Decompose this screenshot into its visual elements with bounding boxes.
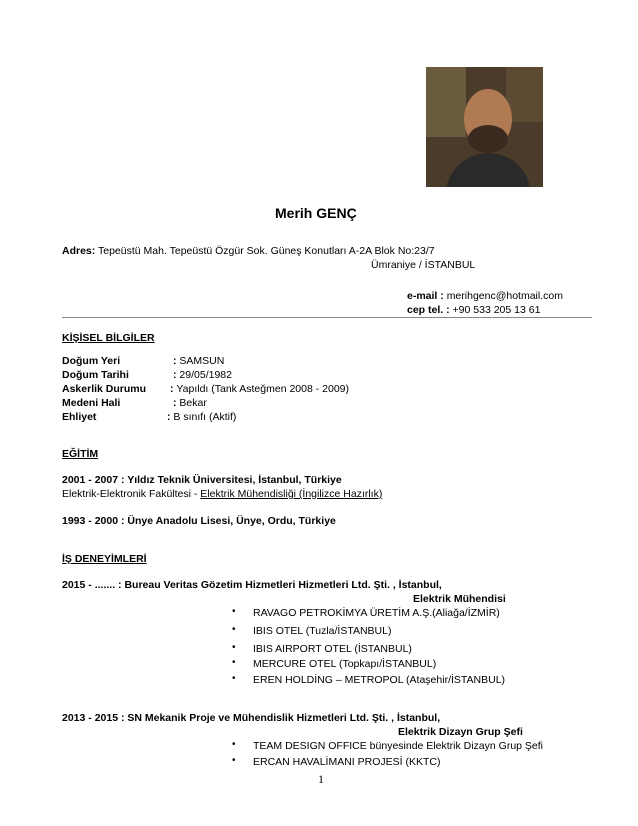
education-item-1-title: 2001 - 2007 : Yıldız Teknik Üniversitesi, İstanbul, Türkiye [62,474,342,486]
job-1-item: RAVAGO PETROKİMYA ÜRETİM A.Ş.(Aliağa/İZMİR) [253,607,500,619]
job-1-title: 2015 - ....... : Bureau Veritas Gözetim Hizmetleri Hizmetleri Ltd. Şti. , İstanbul, [62,579,442,591]
profile-photo [426,67,543,187]
job-2-role: Elektrik Dizayn Grup Şefi [398,726,523,738]
job-2-title: 2013 - 2015 : SN Mekanik Proje ve Mühendislik Hizmetleri Ltd. Şti. , İstanbul, [62,712,441,724]
bullet-icon: • [232,673,236,684]
bullet-icon: • [232,606,236,617]
personal-label-license: Ehliyet [62,411,97,423]
bullet-icon: • [232,755,236,766]
personal-value-birthdate: : 29/05/1982 [173,369,232,381]
page-number: 1 [318,772,324,786]
personal-label-military: Askerlik Durumu [62,383,147,395]
address-label: Adres: [62,245,96,257]
job-1-item: IBIS OTEL (Tuzla/İSTANBUL) [253,625,392,637]
experience-heading: İŞ DENEYİMLERİ [62,553,147,565]
personal-value-license: : B sınıfı (Aktif) [167,411,237,423]
education-heading: EĞİTİM [62,448,99,460]
personal-value-marital: : Bekar [173,397,207,409]
personal-label-birthplace: Doğum Yeri [62,355,121,367]
phone-line [407,304,540,317]
personal-value-military: : Yapıldı (Tank Asteğmen 2008 - 2009) [170,383,350,395]
job-1-item: MERCURE OTEL (Topkapı/İSTANBUL) [253,658,437,670]
phone-label: cep tel. : [407,304,450,316]
address-value-1: Tepeüstü Mah. Tepeüstü Özgür Sok. Güneş Konutları A-2A Blok No:23/7 [98,245,435,257]
address-line-1 [62,245,435,258]
education-item-2-title: 1993 - 2000 : Ünye Anadolu Lisesi, Ünye, Ordu, Türkiye [62,515,336,527]
education-item-1-detail: Elektrik-Elektronik Fakültesi - Elektrik Mühendisliği (İngilizce Hazırlık) [62,488,383,500]
bullet-icon: • [232,642,236,653]
email-line [407,290,563,303]
job-2-item: TEAM DESIGN OFFICE bünyesinde Elektrik Dizayn Grup Şefi [253,740,544,752]
personal-label-marital: Medeni Hali [62,397,121,409]
bullet-icon: • [232,739,236,750]
personal-heading: KİŞİSEL BİLGİLER [62,332,155,344]
personal-value-birthplace: : SAMSUN [173,355,225,367]
education-department: Elektrik Mühendisliği (İngilizce Hazırlık) [200,488,383,500]
phone-value: +90 533 205 13 61 [452,304,541,316]
job-1-item: IBIS AIRPORT OTEL (İSTANBUL) [253,643,412,655]
job-1-role: Elektrik Mühendisi [413,593,506,605]
job-2-item: ERCAN HAVALİMANI PROJESİ (KKTC) [253,756,441,768]
job-1-item: EREN HOLDİNG – METROPOL (Ataşehir/İSTANBUL) [253,674,506,686]
header-divider [62,317,592,318]
bullet-icon: • [232,624,236,635]
personal-label-birthdate: Doğum Tarihi [62,369,129,381]
candidate-name: Merih GENÇ [275,205,357,221]
email-label: e-mail : [407,290,444,302]
email-value: merihgenc@hotmail.com [446,290,563,302]
bullet-icon: • [232,657,236,668]
address-line-2: Ümraniye / İSTANBUL [371,259,476,271]
